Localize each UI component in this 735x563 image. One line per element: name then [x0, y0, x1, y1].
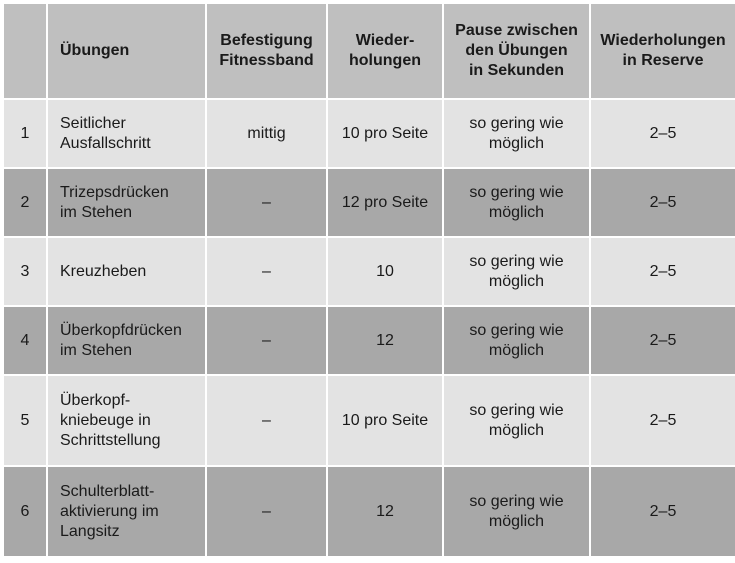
table-row [3, 466, 735, 557]
repetitions: 10 [327, 237, 443, 306]
pause-duration: so gering wie möglich [443, 168, 590, 237]
header-number [3, 3, 47, 99]
exercise-name: Überkopfdrücken im Stehen [47, 306, 206, 375]
table-row [3, 375, 735, 466]
table-header-row [3, 3, 735, 99]
pause-duration: so gering wie möglich [443, 466, 590, 557]
reps-in-reserve: 2–5 [590, 466, 735, 557]
repetitions: 10 pro Seite [327, 375, 443, 466]
band-attachment: – [206, 306, 327, 375]
band-attachment: – [206, 466, 327, 557]
reps-in-reserve: 2–5 [590, 375, 735, 466]
pause-duration: so gering wie möglich [443, 99, 590, 168]
row-number: 2 [3, 168, 47, 237]
pause-duration: so gering wie möglich [443, 306, 590, 375]
exercise-name: Seitlicher Ausfallschritt [47, 99, 206, 168]
reps-in-reserve: 2–5 [590, 99, 735, 168]
row-number: 4 [3, 306, 47, 375]
row-number: 6 [3, 466, 47, 557]
header-repetitions: Wieder- holungen [327, 3, 443, 99]
pause-duration: so gering wie möglich [443, 237, 590, 306]
band-attachment: – [206, 237, 327, 306]
exercise-table-container [2, 2, 735, 555]
exercise-name: Schulterblatt- aktivierung im Langsitz [47, 466, 206, 557]
band-attachment: mittig [206, 99, 327, 168]
exercise-name: Überkopf- kniebeuge in Schrittstellung [47, 375, 206, 466]
row-number: 1 [3, 99, 47, 168]
repetitions: 12 [327, 466, 443, 557]
band-attachment: – [206, 375, 327, 466]
exercise-table [2, 2, 735, 558]
repetitions: 12 pro Seite [327, 168, 443, 237]
reps-in-reserve: 2–5 [590, 306, 735, 375]
row-number: 3 [3, 237, 47, 306]
header-band-attachment: Befestigung Fitnessband [206, 3, 327, 99]
table-row [3, 99, 735, 168]
reps-in-reserve: 2–5 [590, 237, 735, 306]
exercise-name: Trizepsdrücken im Stehen [47, 168, 206, 237]
repetitions: 10 pro Seite [327, 99, 443, 168]
pause-duration: so gering wie möglich [443, 375, 590, 466]
band-attachment: – [206, 168, 327, 237]
reps-in-reserve: 2–5 [590, 168, 735, 237]
header-reps-in-reserve: Wiederholungen in Reserve [590, 3, 735, 99]
table-row [3, 306, 735, 375]
header-exercise: Übungen [47, 3, 206, 99]
header-pause: Pause zwischen den Übungen in Sekunden [443, 3, 590, 99]
repetitions: 12 [327, 306, 443, 375]
table-row [3, 237, 735, 306]
row-number: 5 [3, 375, 47, 466]
exercise-name: Kreuzheben [47, 237, 206, 306]
table-row [3, 168, 735, 237]
